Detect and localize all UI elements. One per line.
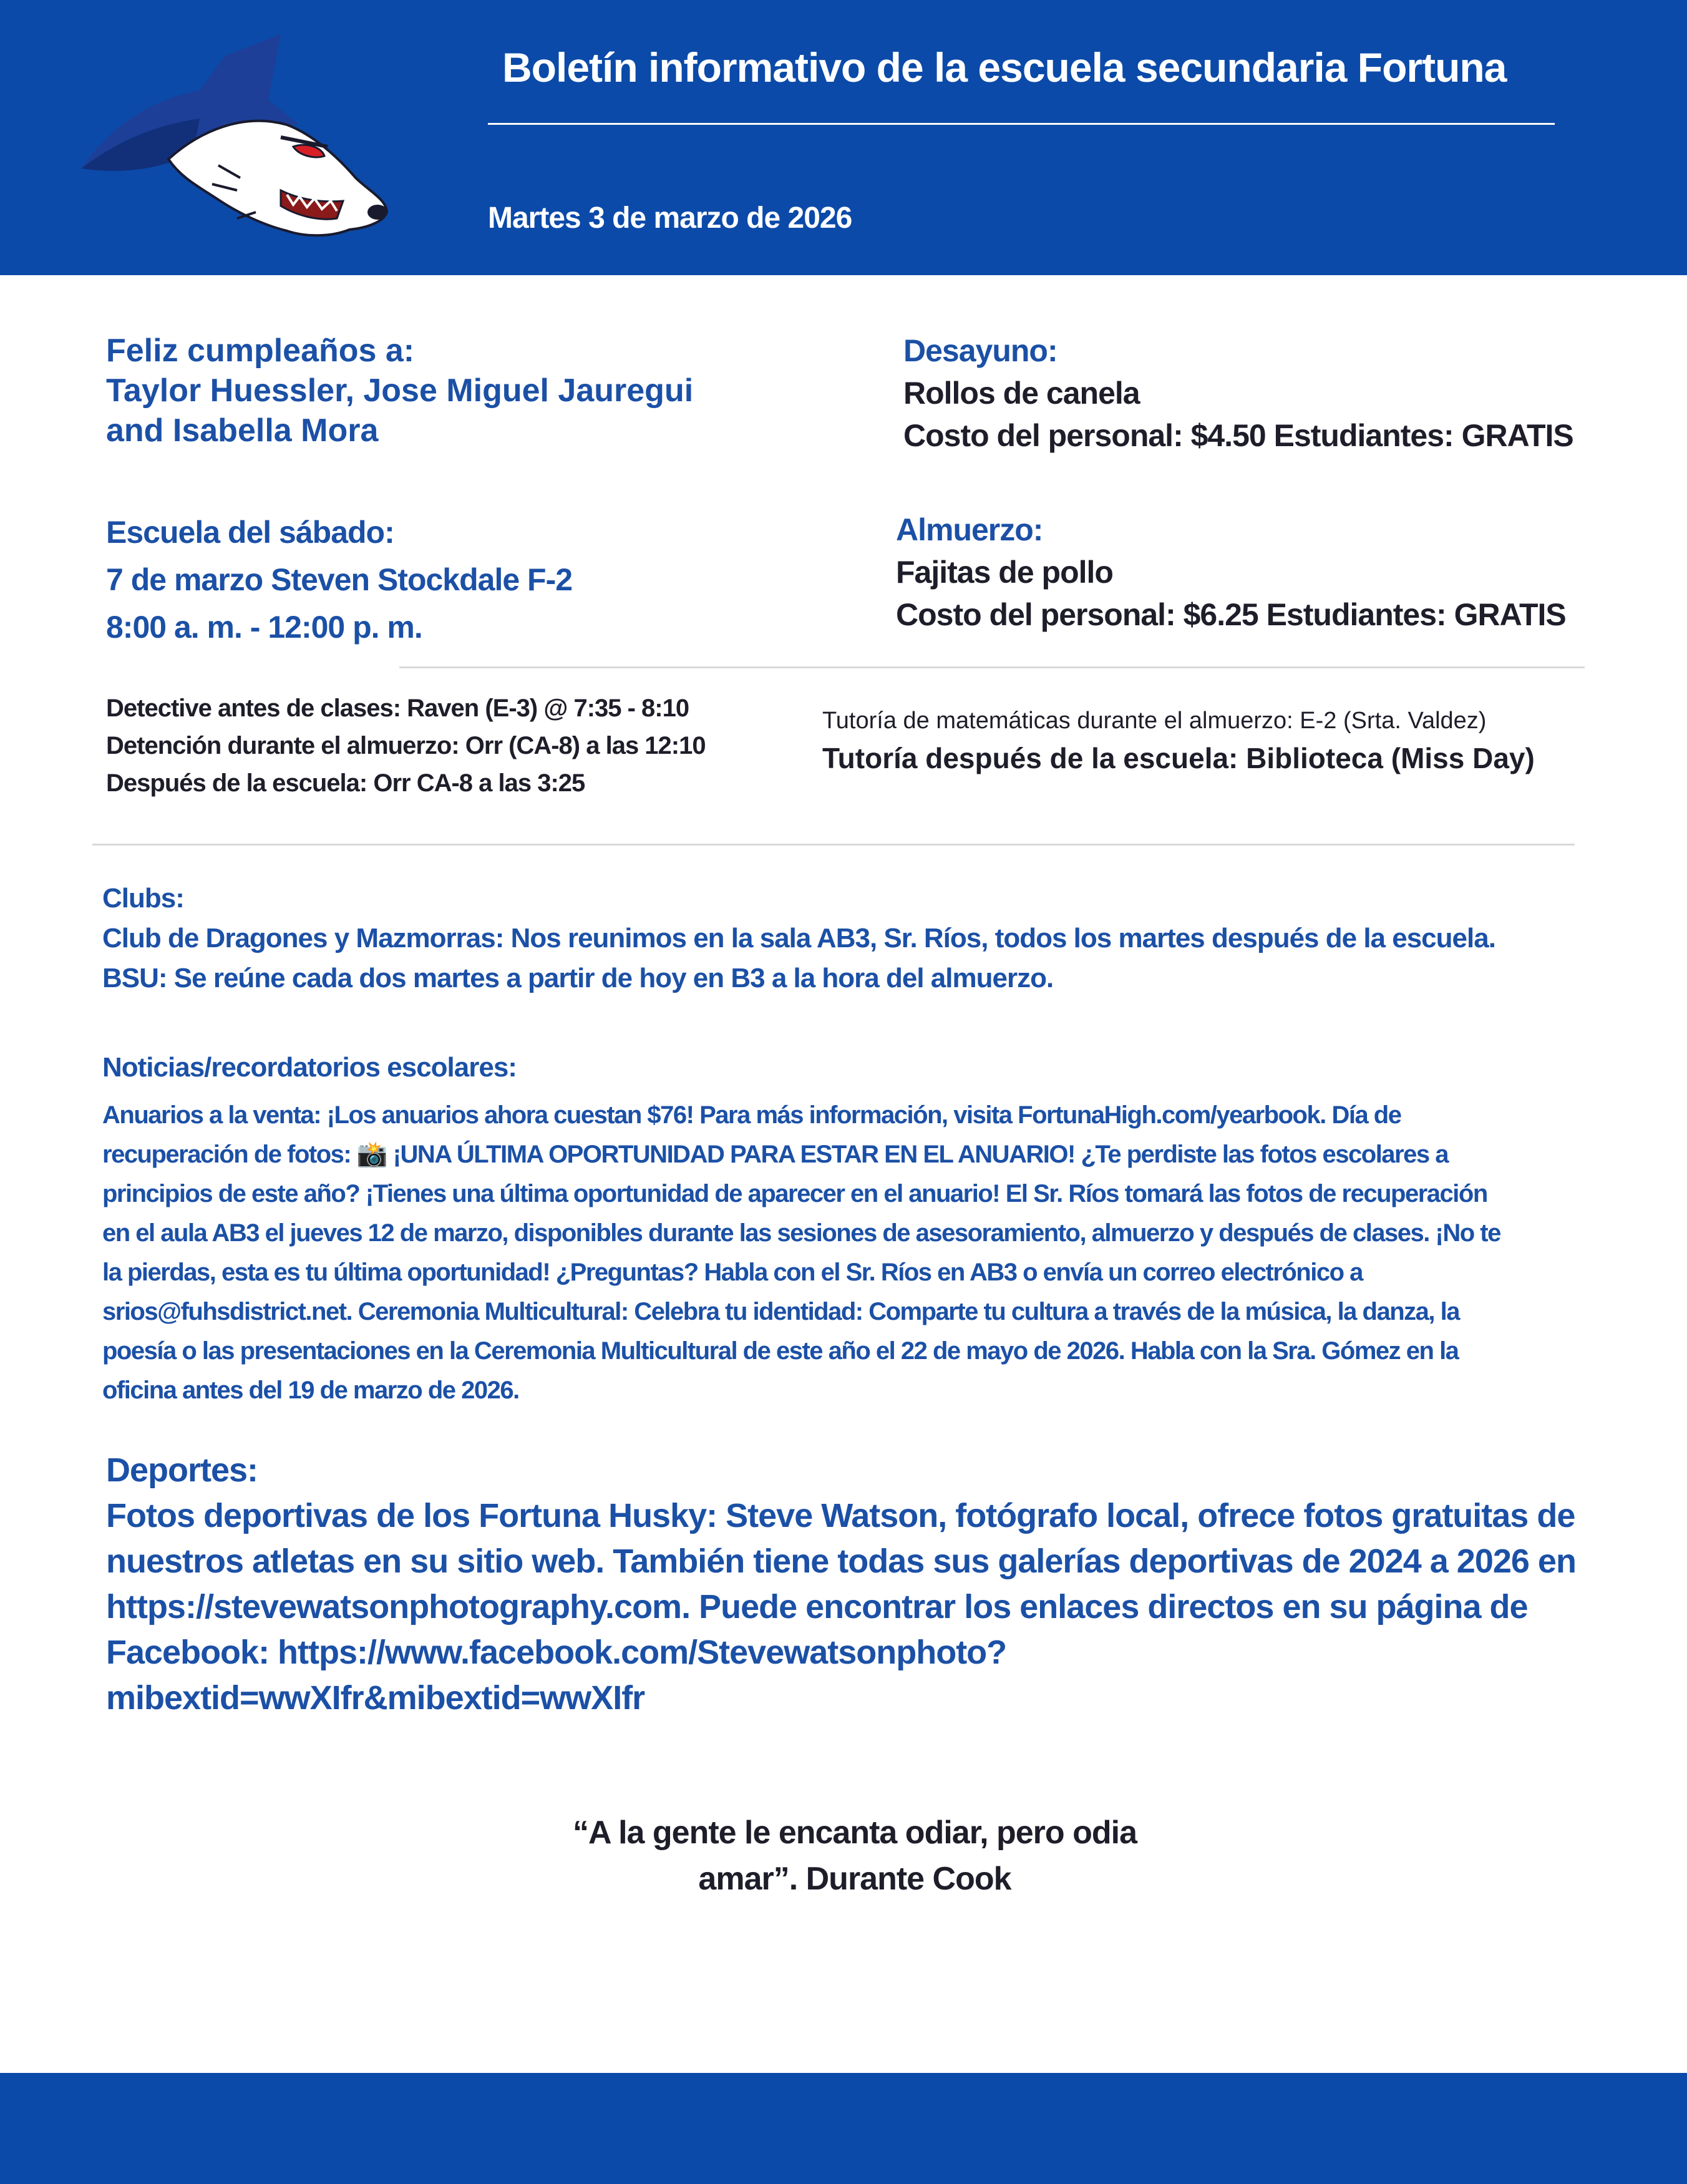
title-divider: [488, 123, 1555, 125]
tutoring-section: [822, 704, 1535, 779]
quote: [0, 1810, 1687, 1902]
breakfast-item: Rollos de canela: [903, 376, 1140, 411]
sports-heading: Deportes:: [106, 1451, 258, 1489]
news-line: srios@fuhsdistrict.net. Ceremonia Multicultural: Celebra tu identidad: Comparte tu cultura a través de la música, la danza, la: [102, 1298, 1459, 1325]
birthday-heading: Feliz cumpleaños a:: [106, 333, 415, 369]
breakfast-cost: Costo del personal: $4.50 Estudiantes: GRATIS: [903, 418, 1573, 453]
news-line: oficina antes del 19 de marzo de 2026.: [102, 1377, 519, 1404]
saturday-school-line1: 7 de marzo Steven Stockdale F-2: [106, 562, 573, 597]
sports-line: https://stevewatsonphotography.com. Puede encontrar los enlaces directos en su página de: [106, 1588, 1528, 1626]
news-line: recuperación de fotos: 📸 ¡UNA ÚLTIMA OPORTUNIDAD PARA ESTAR EN EL ANUARIO! ¿Te perdiste las fotos escolares a: [102, 1141, 1448, 1168]
lunch-heading: Almuerzo:: [896, 512, 1043, 547]
detention-line3: Después de la escuela: Orr CA-8 a las 3:25: [106, 769, 585, 797]
lunch-section: [896, 509, 1566, 636]
news-body: [102, 1096, 1500, 1410]
clubs-heading: Clubs:: [102, 883, 184, 914]
news-heading: Noticias/recordatorios escolares:: [102, 1052, 517, 1083]
sports-line: mibextid=wwXIfr&mibextid=wwXIfr: [106, 1679, 645, 1717]
quote-line2: amar”. Durante Cook: [698, 1861, 1011, 1897]
clubs-line1: Club de Dragones y Mazmorras: Nos reunimos en la sala AB3, Sr. Ríos, todos los martes después de la escuela.: [102, 923, 1495, 953]
section-divider: [399, 666, 1585, 668]
saturday-school-heading: Escuela del sábado:: [106, 515, 394, 550]
quote-line1: “A la gente le encanta odiar, pero odia: [573, 1815, 1137, 1851]
news-line: poesía o las presentaciones en la Ceremonia Multicultural de este año el 22 de mayo de 2026. Habla con la Sra. Gómez en la: [102, 1337, 1459, 1365]
sports-line: Facebook: https://www.facebook.com/Stevewatsonphoto?: [106, 1634, 1007, 1671]
news-line: Anuarios a la venta: ¡Los anuarios ahora cuestan $76! Para más información, visita FortunaHigh.com/yearbook. Día de: [102, 1101, 1401, 1129]
section-divider: [92, 844, 1575, 846]
tutoring-line1: Tutoría de matemáticas durante el almuerzo: E-2 (Srta. Valdez): [822, 708, 1487, 734]
header-banner: [0, 0, 1687, 275]
sports-line: nuestros atletas en su sitio web. También tiene todas sus galerías deportivas de 2024 a 2026 en: [106, 1543, 1576, 1580]
birthday-section: [106, 331, 693, 451]
tutoring-line2: Tutoría después de la escuela: Biblioteca (Miss Day): [822, 742, 1535, 774]
detention-line2: Detención durante el almuerzo: Orr (CA-8) a las 12:10: [106, 732, 706, 759]
news-line: en el aula AB3 el jueves 12 de marzo, disponibles durante las sesiones de asesoramiento, almuerzo y después de clases. ¡No te: [102, 1219, 1500, 1247]
footer-banner: [0, 2073, 1687, 2184]
newsletter-title: Boletín informativo de la escuela secundaria Fortuna: [502, 44, 1507, 90]
clubs-line2: BSU: Se reúne cada dos martes a partir de hoy en B3 a la hora del almuerzo.: [102, 963, 1054, 993]
breakfast-heading: Desayuno:: [903, 333, 1057, 368]
birthday-names-line2: and Isabella Mora: [106, 412, 379, 449]
news-line: principios de este año? ¡Tienes una última oportunidad de aparecer en el anuario! El Sr. Ríos tomará las fotos de recuperación: [102, 1180, 1487, 1207]
detention-section: [106, 690, 706, 802]
sports-section: [106, 1448, 1576, 1721]
birthday-names-line1: Taylor Huessler, Jose Miguel Jauregui: [106, 373, 694, 409]
sports-line: Fotos deportivas de los Fortuna Husky: Steve Watson, fotógrafo local, ofrece fotos gratuitas de: [106, 1497, 1575, 1534]
husky-mascot-logo: [75, 31, 399, 243]
breakfast-section: [903, 329, 1573, 457]
news-line: la pierdas, esta es tu última oportunidad! ¿Preguntas? Habla con el Sr. Ríos en AB3 o envía un correo electrónico a: [102, 1259, 1363, 1286]
saturday-school-section: [106, 509, 572, 651]
detention-line1: Detective antes de clases: Raven (E-3) @ 7:35 - 8:10: [106, 695, 689, 722]
lunch-cost: Costo del personal: $6.25 Estudiantes: GRATIS: [896, 597, 1566, 632]
clubs-section: [102, 879, 1495, 998]
saturday-school-line2: 8:00 a. m. - 12:00 p. m.: [106, 610, 422, 645]
lunch-item: Fajitas de pollo: [896, 555, 1113, 590]
newsletter-date: Martes 3 de marzo de 2026: [488, 202, 852, 235]
